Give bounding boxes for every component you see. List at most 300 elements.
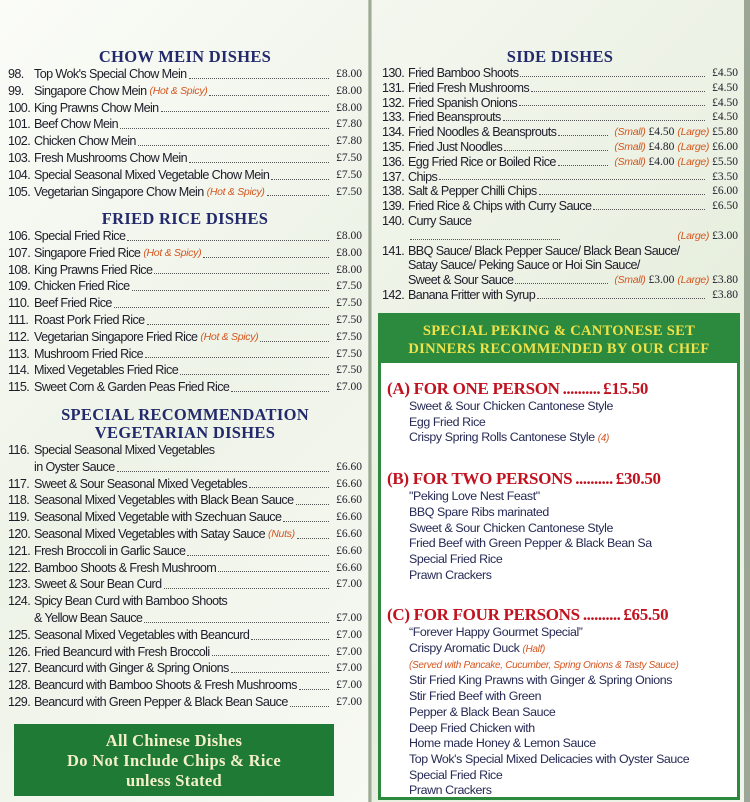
set-item bbox=[381, 673, 737, 689]
item-price: £7.00 bbox=[336, 679, 362, 692]
dot-leader bbox=[154, 273, 329, 274]
item-price: £6.60 bbox=[336, 494, 362, 507]
item-name: Chicken Chow Mein bbox=[34, 134, 136, 149]
large-price: £5.50 bbox=[712, 155, 738, 168]
menu-item-line bbox=[382, 258, 738, 273]
menu-item bbox=[8, 184, 362, 201]
item-name: Vegetarian Singapore Chow Mein bbox=[34, 184, 204, 199]
fried-rice-section bbox=[8, 210, 362, 396]
dot-leader bbox=[520, 76, 705, 77]
page-fold bbox=[368, 0, 372, 802]
item-price: £7.50 bbox=[336, 330, 362, 343]
large-label: (Large) bbox=[677, 140, 710, 153]
item-name: Sweet & Sour Seasonal Mixed Vegetables bbox=[34, 476, 248, 491]
set-item-text: “Forever Happy Gourmet Special” bbox=[409, 625, 583, 640]
item-note: (Hot & Spicy) bbox=[143, 246, 202, 259]
item-price: £6.60 bbox=[336, 477, 362, 490]
set-item-text: Special Fried Rice bbox=[409, 551, 503, 566]
notice-line: Do Not Include Chips & Rice bbox=[67, 751, 281, 770]
item-name: Salt & Pepper Chilli Chips bbox=[408, 184, 537, 199]
dot-leader bbox=[138, 145, 329, 146]
item-price: £7.00 bbox=[336, 695, 362, 708]
item-name: Spicy Bean Curd with Bamboo Shoots bbox=[34, 594, 228, 609]
dot-leader: .......... bbox=[575, 469, 613, 489]
menu-item bbox=[8, 83, 362, 100]
set-price: £30.50 bbox=[615, 469, 661, 489]
item-price: £8.00 bbox=[336, 263, 362, 276]
dot-leader bbox=[558, 165, 609, 166]
menu-item bbox=[382, 170, 738, 185]
menu-item bbox=[382, 229, 738, 244]
menu-item bbox=[382, 66, 738, 81]
item-name: Roast Pork Fried Rice bbox=[34, 312, 145, 327]
set-title bbox=[381, 469, 737, 489]
chow-mein-section bbox=[8, 48, 362, 200]
item-price: £7.50 bbox=[336, 151, 362, 164]
item-name: Special Seasonal Mixed Vegetables bbox=[34, 443, 215, 457]
item-name-cont: & Yellow Bean Sauce bbox=[34, 610, 143, 625]
small-price: £4.80 bbox=[648, 140, 675, 153]
menu-item bbox=[8, 228, 362, 245]
item-price: £6.60 bbox=[336, 511, 362, 524]
notice-line: unless Stated bbox=[125, 771, 223, 790]
item-number: 109. bbox=[8, 279, 31, 294]
item-name: Top Wok's Special Chow Mein bbox=[34, 67, 187, 81]
item-number: 112. bbox=[8, 329, 30, 344]
menu-item-line bbox=[8, 593, 362, 610]
large-price: £5.80 bbox=[712, 126, 738, 139]
set-item bbox=[381, 768, 737, 784]
header-line: DINNERS RECOMMENDED BY OUR CHEF bbox=[408, 341, 710, 357]
set-item bbox=[381, 783, 737, 799]
set-item bbox=[381, 552, 737, 568]
item-number: 101. bbox=[8, 117, 31, 132]
dot-leader: .......... bbox=[562, 379, 601, 398]
vegetarian-section bbox=[8, 406, 362, 711]
dot-leader bbox=[212, 655, 329, 656]
dot-leader bbox=[231, 672, 329, 673]
item-name: Fried Beancurd with Fresh Broccoli bbox=[34, 644, 210, 659]
item-price: £7.00 bbox=[336, 645, 362, 658]
item-price: £3.80 bbox=[712, 288, 738, 301]
item-number: 103. bbox=[8, 150, 31, 165]
dot-leader bbox=[283, 521, 329, 522]
menu-item bbox=[8, 543, 362, 560]
menu-item bbox=[8, 245, 362, 262]
set-item bbox=[381, 641, 737, 658]
set-item bbox=[381, 505, 737, 521]
set-item-text: Stir Fried Beef with Green bbox=[409, 689, 542, 704]
menu-item bbox=[8, 627, 362, 644]
item-name: Sweet Corn & Garden Peas Fried Rice bbox=[34, 380, 230, 395]
item-name: Vegetarian Singapore Fried Rice bbox=[34, 329, 198, 344]
item-name: Special Seasonal Mixed Vegetable Chow Mein bbox=[34, 167, 270, 182]
section-title: VEGETARIAN DISHES bbox=[94, 423, 276, 442]
set-item-text: Sweet & Sour Chicken Cantonese Style bbox=[409, 399, 613, 413]
item-price: £7.50 bbox=[336, 347, 362, 360]
item-number: 100. bbox=[8, 100, 31, 115]
dot-leader bbox=[231, 391, 329, 392]
set-title bbox=[381, 605, 737, 625]
item-name: King Prawns Chow Mein bbox=[34, 100, 159, 115]
item-number: 124. bbox=[8, 594, 31, 609]
dot-leader bbox=[189, 78, 329, 79]
dot-leader: .......... bbox=[582, 605, 621, 625]
item-name: Fried Bamboo Shoots bbox=[408, 66, 519, 80]
dot-leader bbox=[260, 341, 329, 342]
item-number: 141. bbox=[382, 243, 405, 258]
item-number: 116. bbox=[8, 443, 30, 457]
item-number: 132. bbox=[382, 95, 405, 110]
dot-leader bbox=[297, 538, 329, 539]
set-item bbox=[381, 736, 737, 752]
set-item-note: (Served with Pancake, Cucumber, Spring Onions & Tasty Sauce) bbox=[409, 659, 679, 671]
dot-leader bbox=[187, 555, 329, 556]
dot-leader bbox=[120, 128, 329, 129]
item-number: 128. bbox=[8, 678, 31, 693]
dot-leader bbox=[189, 162, 329, 163]
set-list bbox=[381, 379, 737, 799]
set-item bbox=[381, 625, 737, 641]
menu-item bbox=[382, 140, 738, 155]
item-number: 113. bbox=[8, 346, 30, 361]
item-number: 136. bbox=[382, 154, 405, 169]
set-item-text: Deep Fried Chicken with bbox=[409, 720, 535, 735]
item-note: (Hot & Spicy) bbox=[149, 84, 208, 97]
section-title: FRIED RICE DISHES bbox=[101, 209, 269, 228]
notice-line: All Chinese Dishes bbox=[105, 731, 243, 750]
menu-item bbox=[8, 526, 362, 543]
menu-item bbox=[8, 694, 362, 711]
item-number: 126. bbox=[8, 644, 31, 659]
set-price: £15.50 bbox=[603, 379, 649, 398]
item-number: 110. bbox=[8, 296, 30, 311]
dot-leader bbox=[209, 95, 329, 96]
item-name: Fried Rice & Chips with Curry Sauce bbox=[408, 199, 592, 214]
item-number: 142. bbox=[382, 287, 405, 302]
set-name: (B) FOR TWO PERSONS bbox=[387, 469, 573, 489]
item-number: 106. bbox=[8, 229, 31, 243]
item-number: 105. bbox=[8, 184, 31, 199]
menu-item bbox=[382, 273, 738, 288]
item-number: 135. bbox=[382, 139, 405, 154]
small-label: (Small) bbox=[614, 155, 646, 168]
item-price: £7.00 bbox=[336, 381, 362, 394]
dot-leader bbox=[127, 240, 329, 241]
menu-item bbox=[8, 509, 362, 526]
item-name: Bamboo Shoots & Fresh Mushroom bbox=[34, 560, 217, 575]
dot-leader bbox=[503, 120, 705, 121]
item-note: (Nuts) bbox=[268, 527, 295, 540]
item-name: Seasonal Mixed Vegetables with Beancurd bbox=[34, 627, 250, 642]
set-item-text: Egg Fried Rice bbox=[409, 414, 486, 429]
item-price: £7.50 bbox=[336, 185, 362, 198]
item-price: £4.50 bbox=[712, 96, 738, 109]
menu-item-line bbox=[8, 442, 362, 459]
item-price: £4.50 bbox=[712, 81, 738, 94]
item-price: £7.50 bbox=[336, 280, 362, 293]
small-label: (Small) bbox=[614, 274, 646, 287]
set-item bbox=[381, 568, 737, 584]
set-item-text: Top Wok's Special Mixed Delicacies with Oyster Sauce bbox=[409, 751, 690, 766]
item-name: Egg Fried Rice or Boiled Rice bbox=[408, 154, 556, 169]
dot-leader bbox=[296, 504, 329, 505]
item-number: 102. bbox=[8, 134, 31, 149]
item-number: 99. bbox=[8, 83, 24, 98]
set-price: £65.50 bbox=[623, 605, 669, 625]
item-name: Seasonal Mixed Vegetables with Satay Sauce bbox=[34, 526, 266, 541]
menu-item bbox=[8, 560, 362, 577]
item-note: (4) bbox=[597, 433, 610, 445]
dot-leader bbox=[439, 179, 705, 180]
item-name-cont: Satay Sauce/ Peking Sauce or Hoi Sin Sauce/ bbox=[408, 258, 640, 273]
item-number: 127. bbox=[8, 661, 31, 676]
dot-leader bbox=[410, 239, 560, 240]
set-item-text: Crispy Aromatic Duck bbox=[409, 641, 520, 656]
item-name: Mushroom Fried Rice bbox=[34, 346, 143, 361]
item-name: Mixed Vegetables Fried Rice bbox=[34, 363, 179, 378]
dot-leader bbox=[299, 689, 329, 690]
item-name: King Prawns Fried Rice bbox=[34, 262, 153, 277]
item-name: Seasonal Mixed Vegetable with Szechuan Sauce bbox=[34, 510, 282, 525]
set-item-text: Pepper & Black Bean Sauce bbox=[409, 704, 556, 719]
item-price: £8.00 bbox=[336, 230, 362, 242]
item-price: £6.60 bbox=[336, 561, 362, 574]
item-list bbox=[8, 66, 362, 200]
menu-item bbox=[382, 155, 738, 170]
dot-leader bbox=[519, 105, 705, 106]
menu-item bbox=[8, 312, 362, 329]
item-price: £7.00 bbox=[336, 578, 362, 591]
dot-leader bbox=[537, 298, 705, 299]
item-note: (Hot & Spicy) bbox=[200, 330, 259, 343]
menu-item bbox=[8, 476, 362, 493]
dot-leader bbox=[271, 179, 329, 180]
item-price: £3.50 bbox=[712, 170, 738, 183]
dot-leader bbox=[114, 307, 329, 308]
set-item bbox=[381, 521, 737, 537]
item-number: 111. bbox=[8, 312, 29, 327]
side-dishes-section bbox=[382, 48, 738, 303]
menu-item bbox=[8, 492, 362, 509]
item-price: £6.00 bbox=[712, 185, 738, 198]
set-item bbox=[381, 399, 737, 415]
set-item-text: Home made Honey & Lemon Sauce bbox=[409, 736, 596, 751]
menu-item bbox=[8, 167, 362, 184]
menu-item bbox=[382, 81, 738, 96]
item-price: £7.00 bbox=[336, 628, 362, 641]
dot-leader bbox=[515, 283, 608, 284]
set-item-text: Prawn Crackers bbox=[409, 567, 492, 582]
set-item bbox=[381, 536, 737, 552]
item-price: £7.00 bbox=[336, 611, 362, 624]
item-number: 117. bbox=[8, 476, 30, 491]
item-list bbox=[8, 442, 362, 711]
item-price: £6.50 bbox=[712, 200, 738, 213]
item-price: £6.60 bbox=[336, 544, 362, 557]
menu-item bbox=[382, 96, 738, 111]
set-title bbox=[381, 379, 737, 399]
set-item-text: Fried Beef with Green Pepper & Black Bean Sa bbox=[409, 536, 652, 551]
item-name: BBQ Sauce/ Black Pepper Sauce/ Black Bean Sauce/ bbox=[408, 243, 680, 258]
dot-leader bbox=[203, 257, 329, 258]
item-name: Beancurd with Ginger & Spring Onions bbox=[34, 661, 229, 676]
section-title: SPECIAL RECOMMENDATION bbox=[61, 405, 309, 424]
set-item-text: Crispy Spring Rolls Cantonese Style bbox=[409, 430, 595, 445]
item-name-cont: Sweet & Sour Sauce bbox=[408, 273, 514, 288]
notice-box bbox=[14, 724, 334, 796]
menu-item bbox=[8, 677, 362, 694]
item-note: (Half) bbox=[522, 644, 546, 656]
item-name: Singapore Fried Rice bbox=[34, 245, 141, 260]
item-list bbox=[8, 228, 362, 396]
item-price: £8.00 bbox=[336, 84, 362, 97]
set-item bbox=[381, 705, 737, 721]
item-price: £8.00 bbox=[336, 68, 362, 80]
dot-leader bbox=[161, 111, 329, 112]
set-item bbox=[381, 721, 737, 737]
dot-leader bbox=[251, 639, 329, 640]
set-item-text: Special Fried Rice bbox=[409, 767, 503, 782]
item-number: 130. bbox=[382, 66, 405, 80]
set-dinners-header bbox=[381, 316, 737, 363]
item-number: 114. bbox=[8, 363, 30, 378]
item-name: Beancurd with Bamboo Shoots & Fresh Mushrooms bbox=[34, 678, 297, 693]
item-price: £8.00 bbox=[336, 246, 362, 259]
item-name-cont: in Oyster Sauce bbox=[34, 459, 115, 474]
item-number: 131. bbox=[382, 80, 405, 95]
menu-item bbox=[8, 660, 362, 677]
large-label: (Large) bbox=[677, 155, 710, 168]
page-edge bbox=[744, 0, 750, 802]
small-label: (Small) bbox=[614, 126, 646, 139]
small-price: £4.50 bbox=[648, 126, 675, 139]
menu-item bbox=[8, 66, 362, 83]
set-item bbox=[381, 430, 737, 447]
item-number: 104. bbox=[8, 167, 31, 182]
item-number: 115. bbox=[8, 380, 30, 395]
set-item bbox=[381, 489, 737, 505]
item-name: Fresh Mushrooms Chow Mein bbox=[34, 150, 187, 165]
menu-item bbox=[8, 610, 362, 627]
set-name: (A) FOR ONE PERSON bbox=[387, 379, 560, 398]
set-item bbox=[381, 752, 737, 768]
menu-item bbox=[8, 116, 362, 133]
item-price: £7.50 bbox=[336, 168, 362, 181]
dot-leader bbox=[164, 588, 329, 589]
item-number: 123. bbox=[8, 577, 31, 592]
item-name: Sweet & Sour Bean Curd bbox=[34, 577, 162, 592]
large-price: £3.00 bbox=[712, 229, 738, 242]
menu-item-line bbox=[382, 214, 738, 229]
small-label: (Small) bbox=[614, 140, 646, 153]
dot-leader bbox=[539, 194, 705, 195]
item-name: Chips bbox=[408, 169, 438, 184]
set-item-text: Stir Fried King Prawns with Ginger & Spring Onions bbox=[409, 673, 673, 688]
item-name: Curry Sauce bbox=[408, 213, 472, 228]
item-number: 108. bbox=[8, 262, 31, 277]
item-name: Fried Beansprouts bbox=[408, 110, 501, 125]
set-item-text: Sweet & Sour Chicken Cantonese Style bbox=[409, 520, 613, 535]
item-name: Fried Noodles & Beansprouts bbox=[408, 125, 557, 140]
dot-leader bbox=[267, 195, 329, 196]
item-price: £7.50 bbox=[336, 313, 362, 326]
set-dinners-box bbox=[378, 313, 740, 800]
dot-leader bbox=[290, 706, 329, 707]
item-number: 120. bbox=[8, 526, 31, 541]
menu-item bbox=[8, 576, 362, 593]
dot-leader bbox=[504, 150, 608, 151]
item-number: 129. bbox=[8, 694, 31, 709]
dot-leader bbox=[117, 471, 329, 472]
set-item-text: BBQ Spare Ribs marinated bbox=[409, 504, 549, 519]
item-number: 122. bbox=[8, 560, 31, 575]
item-number: 107. bbox=[8, 245, 31, 260]
menu-item bbox=[382, 288, 738, 303]
item-price: £7.00 bbox=[336, 662, 362, 675]
item-note: (Hot & Spicy) bbox=[206, 185, 265, 198]
large-price: £3.80 bbox=[712, 274, 738, 287]
item-name: Fresh Broccoli in Garlic Sauce bbox=[34, 543, 186, 558]
header-line: SPECIAL PEKING & CANTONESE SET bbox=[422, 323, 696, 339]
item-number: 139. bbox=[382, 199, 405, 214]
section-title: CHOW MEIN DISHES bbox=[98, 47, 272, 66]
menu-item bbox=[8, 346, 362, 363]
item-name: Special Fried Rice bbox=[34, 229, 126, 243]
item-price: £6.60 bbox=[336, 527, 362, 540]
dot-leader bbox=[144, 622, 329, 623]
item-number: 133. bbox=[382, 110, 405, 125]
large-price: £6.00 bbox=[712, 140, 738, 153]
menu-item bbox=[8, 379, 362, 396]
menu-item bbox=[8, 295, 362, 312]
dot-leader bbox=[218, 571, 329, 572]
menu-item bbox=[8, 133, 362, 150]
menu-item bbox=[8, 150, 362, 167]
item-name: Banana Fritter with Syrup bbox=[408, 287, 536, 302]
item-name: Beef Fried Rice bbox=[34, 296, 112, 311]
menu-item bbox=[382, 110, 738, 125]
set-name: (C) FOR FOUR PERSONS bbox=[387, 605, 580, 625]
dot-leader bbox=[132, 290, 329, 291]
item-name: Singapore Chow Mein bbox=[34, 83, 147, 98]
item-price: £7.80 bbox=[336, 118, 362, 131]
menu-item bbox=[8, 459, 362, 476]
item-price: £7.50 bbox=[336, 297, 362, 310]
set-item-text: Prawn Crackers bbox=[409, 783, 492, 798]
menu-item bbox=[8, 362, 362, 379]
item-number: 98. bbox=[8, 67, 24, 81]
set-item bbox=[381, 415, 737, 431]
menu-item bbox=[382, 125, 738, 140]
item-price: £7.80 bbox=[336, 135, 362, 148]
item-number: 121. bbox=[8, 543, 31, 558]
menu-item bbox=[8, 100, 362, 117]
menu-item bbox=[382, 199, 738, 214]
item-number: 138. bbox=[382, 184, 405, 199]
item-number: 118. bbox=[8, 493, 30, 508]
dot-leader bbox=[593, 209, 705, 210]
set-item bbox=[381, 689, 737, 705]
item-list bbox=[382, 66, 738, 303]
item-price: £4.50 bbox=[712, 111, 738, 124]
small-price: £4.00 bbox=[648, 155, 675, 168]
item-price: £8.00 bbox=[336, 101, 362, 114]
menu-item bbox=[382, 184, 738, 199]
item-number: 125. bbox=[8, 627, 31, 642]
menu-item bbox=[8, 278, 362, 295]
menu-item bbox=[8, 644, 362, 661]
